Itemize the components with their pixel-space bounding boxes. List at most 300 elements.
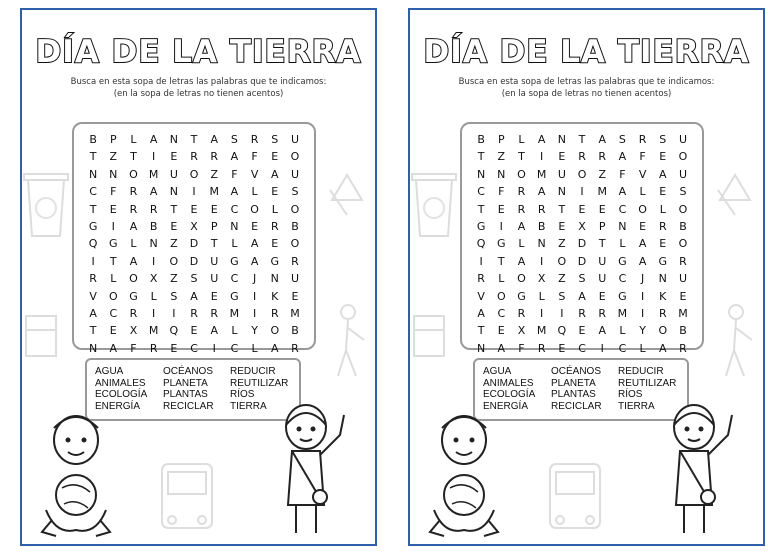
- grid-letter: R: [291, 254, 299, 268]
- grid-letter: I: [152, 150, 156, 164]
- word-list-box: [473, 358, 689, 421]
- grid-letter: E: [497, 202, 505, 216]
- grid-letter: N: [618, 219, 627, 233]
- grid-letter: E: [271, 237, 279, 251]
- grid-letter: A: [109, 341, 118, 355]
- grid-letter: R: [537, 341, 546, 355]
- grid-letter: I: [600, 341, 604, 355]
- grid-letter: A: [210, 133, 218, 146]
- cleaning-person-icon: [322, 300, 372, 380]
- instructions: [22, 76, 375, 100]
- grid-letter: A: [659, 341, 667, 355]
- grid-letter: R: [517, 185, 526, 199]
- word-item: REDUCIR: [618, 366, 664, 377]
- word-search-grid: [83, 131, 305, 374]
- grid-letter: B: [291, 219, 299, 233]
- grid-letter: O: [577, 167, 587, 181]
- grid-letter: V: [638, 167, 647, 181]
- grid-letter: A: [598, 133, 606, 146]
- grid-letter: Z: [558, 272, 566, 286]
- grid-letter: X: [190, 219, 198, 233]
- grid-letter: J: [252, 272, 257, 286]
- grid-letter: C: [618, 341, 627, 355]
- grid-letter: L: [619, 324, 626, 338]
- grid-letter: D: [189, 237, 199, 251]
- grid-letter: E: [271, 185, 279, 199]
- grid-letter: S: [230, 133, 238, 146]
- grid-letter: A: [537, 133, 546, 146]
- grid-letter: R: [270, 306, 279, 320]
- grid-letter: L: [518, 237, 525, 251]
- grid-letter: R: [598, 150, 607, 164]
- grid-letter: R: [210, 306, 219, 320]
- grid-letter: A: [638, 254, 647, 268]
- grid-letter: S: [190, 272, 198, 286]
- grid-letter: A: [89, 306, 97, 320]
- word-item: RÍOS: [230, 389, 255, 400]
- word-item: PLANETA: [551, 377, 596, 389]
- grid-letter: I: [640, 289, 645, 303]
- grid-letter: T: [477, 150, 485, 164]
- grid-letter: A: [497, 341, 506, 355]
- grid-letter: S: [291, 185, 299, 199]
- grid-letter: M: [536, 167, 547, 181]
- grid-letter: L: [150, 289, 157, 303]
- grid-letter: S: [558, 289, 566, 303]
- grid-letter: O: [129, 272, 138, 286]
- grid-letter: R: [477, 272, 485, 286]
- grid-letter: M: [678, 306, 688, 320]
- girl-waving-icon: [658, 395, 748, 540]
- grid-letter: T: [477, 324, 485, 338]
- instruction-line-2: (en la sopa de letras no tienen acentos): [501, 89, 672, 99]
- grid-letter: R: [517, 306, 526, 320]
- grid-letter: S: [578, 272, 586, 286]
- grid-letter: B: [537, 219, 546, 233]
- grid-letter: X: [517, 324, 526, 338]
- word-item: OCÉANOS: [163, 366, 214, 377]
- grid-letter: C: [89, 185, 97, 199]
- grid-letter: C: [618, 202, 627, 216]
- grid-letter: E: [170, 150, 178, 164]
- recycle-symbol-icon: [710, 170, 760, 220]
- grid-letter: L: [271, 202, 278, 216]
- grid-letter: R: [658, 306, 667, 320]
- grid-letter: L: [659, 202, 666, 216]
- grid-letter: Y: [639, 324, 646, 338]
- grid-letter: E: [190, 202, 198, 216]
- grid-letter: U: [598, 272, 607, 286]
- grid-letter: C: [497, 306, 506, 320]
- grid-letter: G: [618, 289, 627, 303]
- word-item: ANIMALES: [95, 377, 146, 389]
- grid-letter: I: [540, 254, 544, 268]
- grid-letter: E: [170, 219, 178, 233]
- grid-letter: L: [619, 237, 626, 251]
- grid-letter: C: [230, 202, 239, 216]
- grid-letter: B: [291, 324, 299, 338]
- grid-letter: T: [558, 202, 566, 216]
- grid-letter: A: [250, 237, 259, 251]
- grid-letter: O: [517, 167, 526, 181]
- grid-letter: I: [152, 254, 156, 268]
- instructions: [410, 76, 763, 100]
- grid-letter: Z: [170, 272, 178, 286]
- grid-letter: G: [109, 237, 118, 251]
- grid-letter: B: [679, 324, 687, 338]
- grid-letter: O: [517, 272, 526, 286]
- grid-letter: K: [271, 289, 279, 303]
- grid-letter: A: [598, 324, 606, 338]
- word-item: AGUA: [95, 366, 124, 377]
- grid-letter: Y: [251, 324, 258, 338]
- grid-letter: A: [149, 133, 158, 146]
- grid-letter: C: [109, 306, 118, 320]
- grid-letter: N: [169, 185, 178, 199]
- grid-letter: U: [290, 167, 299, 181]
- grid-letter: O: [496, 289, 506, 303]
- grid-letter: M: [617, 306, 628, 320]
- grid-letter: F: [498, 185, 505, 199]
- grid-letter: E: [170, 341, 178, 355]
- grid-letter: A: [129, 254, 138, 268]
- word-item: TIERRA: [230, 400, 267, 412]
- word-search-box: [460, 122, 704, 355]
- grid-letter: D: [189, 254, 199, 268]
- worksheet-left: [20, 8, 377, 546]
- word-item: ENERGÍA: [483, 400, 529, 412]
- grid-letter: L: [498, 272, 505, 286]
- grid-letter: T: [109, 254, 117, 268]
- grid-letter: A: [638, 237, 647, 251]
- grid-letter: T: [130, 150, 137, 164]
- grid-letter: C: [618, 272, 627, 286]
- grid-letter: U: [290, 272, 299, 286]
- grid-letter: Z: [497, 150, 506, 164]
- grid-letter: F: [619, 167, 626, 181]
- grid-letter: V: [250, 167, 259, 181]
- word-item: REUTILIZAR: [618, 377, 677, 389]
- grid-letter: K: [659, 289, 667, 303]
- grid-letter: L: [518, 133, 525, 146]
- grid-letter: A: [149, 185, 158, 199]
- word-list-column-2: [551, 366, 602, 412]
- grid-letter: N: [88, 167, 98, 181]
- grid-letter: O: [638, 202, 647, 216]
- grid-letter: R: [578, 306, 586, 320]
- grid-letter: G: [497, 237, 506, 251]
- grid-letter: P: [598, 219, 606, 233]
- recycle-symbol-icon: [322, 170, 372, 220]
- grid-letter: R: [149, 202, 158, 216]
- grid-letter: N: [169, 133, 178, 146]
- grid-letter: A: [517, 254, 526, 268]
- grid-letter: A: [230, 185, 239, 199]
- grid-letter: A: [578, 289, 586, 303]
- grid-letter: O: [189, 167, 199, 181]
- grid-letter: U: [557, 167, 566, 181]
- grid-letter: I: [540, 150, 544, 164]
- grid-letter: F: [639, 150, 646, 164]
- grid-letter: L: [130, 133, 137, 146]
- grid-letter: A: [659, 167, 667, 181]
- grid-letter: L: [639, 341, 646, 355]
- grid-letter: R: [129, 185, 138, 199]
- grid-letter: P: [109, 133, 117, 146]
- grid-letter: G: [230, 289, 239, 303]
- grid-letter: Z: [210, 167, 218, 181]
- grid-letter: G: [658, 254, 668, 268]
- grid-letter: T: [598, 237, 606, 251]
- grid-letter: X: [149, 272, 158, 286]
- grid-letter: G: [270, 254, 280, 268]
- word-item: OCÉANOS: [551, 366, 602, 377]
- grid-letter: U: [169, 167, 178, 181]
- grid-letter: I: [212, 341, 216, 355]
- grid-letter: X: [129, 324, 138, 338]
- grid-letter: N: [557, 185, 566, 199]
- grid-letter: F: [130, 341, 137, 355]
- grid-letter: R: [270, 219, 279, 233]
- grid-letter: U: [210, 254, 219, 268]
- grid-letter: U: [290, 133, 299, 146]
- grid-letter: T: [89, 202, 97, 216]
- grid-letter: O: [557, 254, 567, 268]
- grid-letter: I: [172, 306, 176, 320]
- grid-letter: B: [149, 219, 158, 233]
- grid-letter: P: [497, 133, 505, 146]
- grid-letter: U: [598, 254, 607, 268]
- grid-letter: F: [110, 185, 117, 199]
- grid-letter: O: [270, 324, 280, 338]
- page-title: DÍA DE LA TIERRA: [35, 34, 362, 70]
- grid-letter: I: [91, 254, 95, 268]
- grid-letter: T: [170, 202, 178, 216]
- grid-letter: A: [477, 306, 485, 320]
- grid-letter: V: [89, 289, 97, 303]
- grid-letter: N: [658, 272, 667, 286]
- grid-letter: O: [290, 150, 300, 164]
- grid-letter: N: [497, 167, 506, 181]
- grid-letter: G: [517, 289, 526, 303]
- word-item: ECOLOGÍA: [483, 389, 536, 400]
- flag-icon: [22, 310, 62, 370]
- grid-letter: N: [476, 341, 486, 355]
- grid-letter: S: [271, 133, 279, 146]
- word-item: PLANTAS: [551, 389, 596, 400]
- grid-letter: G: [88, 219, 98, 233]
- word-item: ANIMALES: [483, 377, 534, 389]
- grid-letter: I: [499, 219, 503, 233]
- recycle-bin-icon: [22, 170, 70, 240]
- grid-letter: E: [659, 185, 667, 199]
- grid-letter: U: [678, 272, 687, 286]
- girl-waving-icon: [270, 395, 360, 540]
- grid-letter: G: [230, 254, 239, 268]
- grid-letter: N: [537, 237, 546, 251]
- grid-letter: A: [271, 167, 279, 181]
- grid-letter: T: [89, 150, 97, 164]
- grid-letter: Q: [557, 324, 567, 338]
- grid-letter: R: [190, 306, 198, 320]
- grid-letter: C: [578, 341, 586, 355]
- grid-letter: E: [497, 324, 505, 338]
- instruction-line-1: Busca en esta sopa de letras las palabras que te indicamos:: [458, 77, 715, 87]
- grid-letter: L: [251, 341, 258, 355]
- grid-letter: I: [540, 306, 544, 320]
- grid-letter: D: [577, 254, 587, 268]
- grid-letter: A: [517, 219, 526, 233]
- grid-letter: A: [618, 150, 627, 164]
- grid-letter: B: [679, 219, 687, 233]
- grid-letter: E: [558, 341, 566, 355]
- grid-letter: J: [640, 272, 645, 286]
- grid-letter: S: [679, 185, 687, 199]
- grid-letter: R: [250, 133, 259, 146]
- grid-letter: R: [210, 150, 219, 164]
- grid-letter: A: [230, 150, 239, 164]
- grid-letter: G: [618, 254, 627, 268]
- grid-letter: E: [109, 202, 117, 216]
- word-item: PLANTAS: [163, 389, 208, 400]
- word-item: TIERRA: [618, 400, 655, 412]
- grid-letter: I: [252, 289, 257, 303]
- grid-letter: E: [578, 324, 586, 338]
- grid-letter: S: [618, 133, 626, 146]
- grid-letter: O: [658, 324, 668, 338]
- grid-letter: S: [170, 289, 178, 303]
- cleaning-person-icon: [710, 300, 760, 380]
- worksheet-right: [408, 8, 765, 546]
- grid-letter: M: [209, 185, 219, 199]
- boy-with-globe-icon: [424, 400, 504, 540]
- grid-letter: R: [129, 202, 138, 216]
- grid-letter: A: [537, 185, 546, 199]
- bus-icon: [540, 460, 620, 540]
- grid-letter: O: [678, 150, 688, 164]
- grid-letter: R: [679, 341, 687, 355]
- grid-letter: C: [477, 185, 485, 199]
- grid-letter: L: [251, 185, 258, 199]
- grid-letter: R: [658, 219, 667, 233]
- grid-letter: A: [129, 219, 138, 233]
- grid-letter: A: [210, 324, 218, 338]
- grid-letter: R: [638, 133, 647, 146]
- grid-letter: R: [578, 150, 586, 164]
- word-item: REDUCIR: [230, 366, 276, 377]
- grid-letter: I: [111, 219, 115, 233]
- grid-letter: U: [678, 167, 687, 181]
- grid-letter: N: [109, 167, 118, 181]
- grid-letter: N: [88, 341, 98, 355]
- grid-letter: F: [518, 341, 525, 355]
- grid-letter: I: [560, 306, 564, 320]
- grid-letter: R: [537, 202, 546, 216]
- grid-letter: E: [210, 289, 218, 303]
- grid-letter: R: [291, 341, 299, 355]
- word-item: RECICLAR: [163, 400, 214, 412]
- grid-letter: O: [678, 202, 688, 216]
- grid-letter: Z: [170, 237, 178, 251]
- grid-letter: M: [148, 324, 159, 338]
- word-item: RÍOS: [618, 389, 643, 400]
- grid-letter: L: [231, 324, 238, 338]
- grid-letter: Z: [109, 150, 118, 164]
- word-item: RECICLAR: [551, 400, 602, 412]
- grid-letter: N: [557, 133, 566, 146]
- grid-letter: O: [169, 254, 179, 268]
- grid-letter: R: [190, 150, 198, 164]
- grid-letter: N: [476, 167, 486, 181]
- grid-letter: M: [536, 324, 547, 338]
- grid-letter: R: [89, 272, 97, 286]
- boy-with-globe-icon: [36, 400, 116, 540]
- grid-letter: M: [148, 167, 159, 181]
- grid-letter: L: [110, 272, 117, 286]
- grid-letter: E: [109, 324, 117, 338]
- grid-letter: E: [598, 289, 606, 303]
- grid-letter: E: [558, 219, 566, 233]
- grid-letter: L: [639, 185, 646, 199]
- grid-letter: T: [89, 324, 97, 338]
- grid-letter: L: [130, 237, 137, 251]
- grid-letter: Q: [88, 237, 98, 251]
- recycle-bin-icon: [410, 170, 458, 240]
- grid-letter: I: [152, 306, 156, 320]
- grid-letter: R: [149, 341, 158, 355]
- grid-letter: Q: [476, 237, 486, 251]
- grid-letter: R: [679, 254, 687, 268]
- grid-letter: I: [580, 185, 584, 199]
- grid-letter: E: [679, 289, 687, 303]
- grid-letter: U: [678, 133, 687, 146]
- grid-letter: X: [578, 219, 586, 233]
- grid-letter: G: [129, 289, 138, 303]
- word-item: ECOLOGÍA: [95, 389, 148, 400]
- grid-letter: T: [210, 237, 218, 251]
- grid-letter: E: [271, 150, 279, 164]
- grid-letter: O: [290, 237, 300, 251]
- grid-letter: P: [210, 219, 218, 233]
- grid-letter: Z: [558, 237, 566, 251]
- grid-letter: A: [271, 341, 279, 355]
- grid-letter: R: [129, 306, 138, 320]
- grid-letter: R: [598, 306, 607, 320]
- grid-letter: G: [476, 219, 486, 233]
- grid-letter: O: [678, 237, 688, 251]
- grid-letter: T: [477, 202, 485, 216]
- word-item: ENERGÍA: [95, 400, 141, 412]
- grid-letter: E: [291, 289, 299, 303]
- flag-icon: [410, 310, 450, 370]
- grid-letter: A: [250, 254, 259, 268]
- grid-letter: I: [640, 306, 645, 320]
- grid-letter: T: [518, 150, 525, 164]
- word-list-box: [85, 358, 301, 421]
- grid-letter: A: [618, 185, 627, 199]
- grid-letter: T: [190, 133, 198, 146]
- grid-letter: T: [578, 133, 586, 146]
- grid-letter: E: [639, 219, 647, 233]
- grid-letter: C: [190, 341, 198, 355]
- grid-letter: D: [577, 237, 587, 251]
- grid-letter: E: [659, 150, 667, 164]
- grid-letter: V: [477, 289, 485, 303]
- page-title: DÍA DE LA TIERRA: [423, 34, 750, 70]
- grid-letter: M: [290, 306, 300, 320]
- grid-letter: L: [231, 237, 238, 251]
- instruction-line-1: Busca en esta sopa de letras las palabras que te indicamos:: [70, 77, 327, 87]
